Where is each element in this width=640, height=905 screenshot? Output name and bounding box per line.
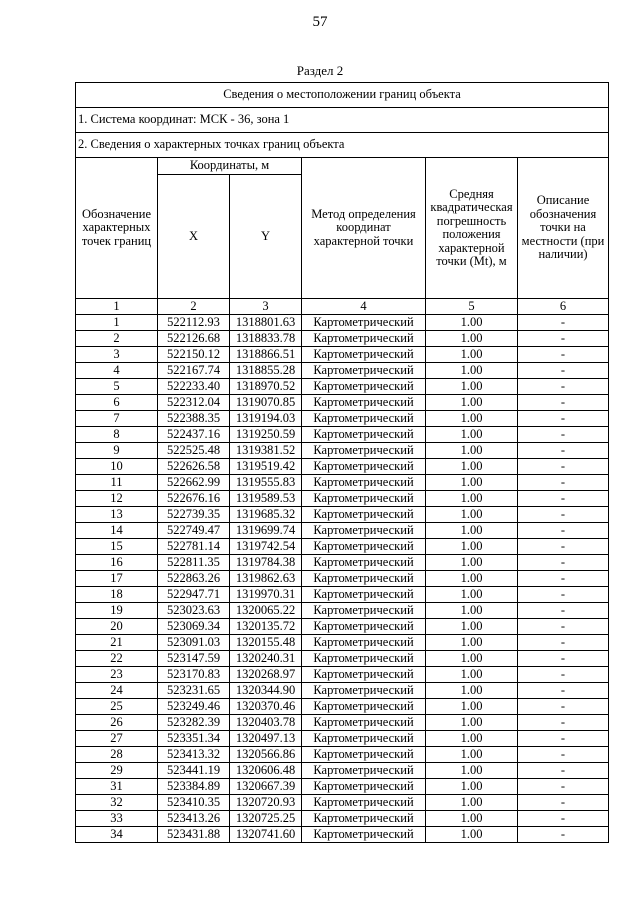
x-coordinate-cell: 522662.99 <box>158 475 230 491</box>
y-coordinate-cell: 1320606.48 <box>230 763 302 779</box>
y-coordinate-cell: 1320344.90 <box>230 683 302 699</box>
point-id-cell: 19 <box>76 603 158 619</box>
column-number: 4 <box>302 299 426 315</box>
point-id-cell: 12 <box>76 491 158 507</box>
table-row <box>76 699 609 715</box>
mt-error-cell: 1.00 <box>426 683 518 699</box>
method-cell: Картометрический <box>302 827 426 843</box>
point-id-cell: 8 <box>76 427 158 443</box>
method-cell: Картометрический <box>302 619 426 635</box>
x-coordinate-cell: 522233.40 <box>158 379 230 395</box>
x-coordinate-cell: 522781.14 <box>158 539 230 555</box>
table-row <box>76 619 609 635</box>
mt-error-cell: 1.00 <box>426 379 518 395</box>
method-cell: Картометрический <box>302 555 426 571</box>
mt-error-cell: 1.00 <box>426 523 518 539</box>
method-cell: Картометрический <box>302 411 426 427</box>
x-coordinate-cell: 523410.35 <box>158 795 230 811</box>
method-cell: Картометрический <box>302 347 426 363</box>
mt-error-cell: 1.00 <box>426 827 518 843</box>
x-coordinate-cell: 522112.93 <box>158 315 230 331</box>
table-row <box>76 347 609 363</box>
table-row <box>76 827 609 843</box>
description-cell: - <box>518 667 609 683</box>
description-cell: - <box>518 795 609 811</box>
description-cell: - <box>518 779 609 795</box>
mt-error-cell: 1.00 <box>426 491 518 507</box>
description-cell: - <box>518 347 609 363</box>
y-coordinate-cell: 1319381.52 <box>230 443 302 459</box>
description-cell: - <box>518 827 609 843</box>
description-cell: - <box>518 459 609 475</box>
table-row <box>76 651 609 667</box>
point-id-cell: 33 <box>76 811 158 827</box>
table-row <box>76 715 609 731</box>
table-row <box>76 779 609 795</box>
x-coordinate-cell: 522525.48 <box>158 443 230 459</box>
description-cell: - <box>518 603 609 619</box>
y-coordinate-cell: 1319784.38 <box>230 555 302 571</box>
y-coordinate-cell: 1319862.63 <box>230 571 302 587</box>
x-coordinate-cell: 522126.68 <box>158 331 230 347</box>
x-coordinate-cell: 523091.03 <box>158 635 230 651</box>
mt-error-cell: 1.00 <box>426 747 518 763</box>
method-cell: Картометрический <box>302 539 426 555</box>
mt-error-cell: 1.00 <box>426 635 518 651</box>
description-cell: - <box>518 539 609 555</box>
method-cell: Картометрический <box>302 395 426 411</box>
method-cell: Картометрический <box>302 779 426 795</box>
y-coordinate-cell: 1319519.42 <box>230 459 302 475</box>
mt-error-cell: 1.00 <box>426 587 518 603</box>
mt-error-cell: 1.00 <box>426 443 518 459</box>
point-id-cell: 11 <box>76 475 158 491</box>
description-cell: - <box>518 651 609 667</box>
description-cell: - <box>518 331 609 347</box>
description-cell: - <box>518 635 609 651</box>
description-cell: - <box>518 411 609 427</box>
description-cell: - <box>518 363 609 379</box>
x-coordinate-cell: 523413.26 <box>158 811 230 827</box>
method-cell: Картометрический <box>302 795 426 811</box>
mt-error-cell: 1.00 <box>426 507 518 523</box>
point-id-cell: 2 <box>76 331 158 347</box>
y-coordinate-cell: 1319555.83 <box>230 475 302 491</box>
mt-error-cell: 1.00 <box>426 779 518 795</box>
point-id-cell: 7 <box>76 411 158 427</box>
table-row <box>76 635 609 651</box>
coordinate-system: 1. Система координат: МСК - 36, зона 1 <box>76 108 609 133</box>
point-id-cell: 1 <box>76 315 158 331</box>
column-number: 2 <box>158 299 230 315</box>
description-cell: - <box>518 747 609 763</box>
description-cell: - <box>518 571 609 587</box>
description-cell: - <box>518 763 609 779</box>
point-id-cell: 4 <box>76 363 158 379</box>
mt-error-cell: 1.00 <box>426 571 518 587</box>
y-coordinate-cell: 1320741.60 <box>230 827 302 843</box>
boundary-points-table <box>75 82 609 843</box>
method-cell: Картометрический <box>302 379 426 395</box>
page-number: 57 <box>312 14 328 30</box>
y-coordinate-cell: 1320720.93 <box>230 795 302 811</box>
column-number: 3 <box>230 299 302 315</box>
description-cell: - <box>518 507 609 523</box>
y-coordinate-cell: 1320403.78 <box>230 715 302 731</box>
point-id-cell: 25 <box>76 699 158 715</box>
method-cell: Картометрический <box>302 667 426 683</box>
x-coordinate-cell: 523282.39 <box>158 715 230 731</box>
method-cell: Картометрический <box>302 427 426 443</box>
mt-error-cell: 1.00 <box>426 363 518 379</box>
method-cell: Картометрический <box>302 603 426 619</box>
method-cell: Картометрический <box>302 331 426 347</box>
method-cell: Картометрический <box>302 731 426 747</box>
mt-error-cell: 1.00 <box>426 715 518 731</box>
x-coordinate-cell: 523069.34 <box>158 619 230 635</box>
point-id-cell: 22 <box>76 651 158 667</box>
point-id-cell: 28 <box>76 747 158 763</box>
header-description: Описание обозначения точки на местности (при наличии) <box>518 158 609 299</box>
y-coordinate-cell: 1320725.25 <box>230 811 302 827</box>
x-coordinate-cell: 523249.46 <box>158 699 230 715</box>
mt-error-cell: 1.00 <box>426 555 518 571</box>
x-coordinate-cell: 522947.71 <box>158 587 230 603</box>
description-cell: - <box>518 523 609 539</box>
method-cell: Картометрический <box>302 459 426 475</box>
point-id-cell: 5 <box>76 379 158 395</box>
x-coordinate-cell: 523351.34 <box>158 731 230 747</box>
mt-error-cell: 1.00 <box>426 795 518 811</box>
mt-error-cell: 1.00 <box>426 331 518 347</box>
table-row <box>76 587 609 603</box>
x-coordinate-cell: 523023.63 <box>158 603 230 619</box>
table-row <box>76 795 609 811</box>
column-number: 6 <box>518 299 609 315</box>
mt-error-cell: 1.00 <box>426 315 518 331</box>
x-coordinate-cell: 522739.35 <box>158 507 230 523</box>
y-coordinate-cell: 1319589.53 <box>230 491 302 507</box>
mt-error-cell: 1.00 <box>426 619 518 635</box>
description-cell: - <box>518 555 609 571</box>
y-coordinate-cell: 1318801.63 <box>230 315 302 331</box>
point-id-cell: 17 <box>76 571 158 587</box>
mt-error-cell: 1.00 <box>426 811 518 827</box>
method-cell: Картометрический <box>302 715 426 731</box>
y-coordinate-cell: 1318970.52 <box>230 379 302 395</box>
y-coordinate-cell: 1319250.59 <box>230 427 302 443</box>
y-coordinate-cell: 1320667.39 <box>230 779 302 795</box>
table-row <box>76 555 609 571</box>
table-row <box>76 395 609 411</box>
description-cell: - <box>518 619 609 635</box>
description-cell: - <box>518 379 609 395</box>
x-coordinate-cell: 522626.58 <box>158 459 230 475</box>
y-coordinate-cell: 1319970.31 <box>230 587 302 603</box>
description-cell: - <box>518 731 609 747</box>
x-coordinate-cell: 522863.26 <box>158 571 230 587</box>
table-row <box>76 523 609 539</box>
mt-error-cell: 1.00 <box>426 699 518 715</box>
description-cell: - <box>518 395 609 411</box>
mt-error-cell: 1.00 <box>426 459 518 475</box>
method-cell: Картометрический <box>302 747 426 763</box>
table-row <box>76 539 609 555</box>
table-row <box>76 443 609 459</box>
table-row <box>76 411 609 427</box>
header-x: X <box>158 175 230 299</box>
mt-error-cell: 1.00 <box>426 539 518 555</box>
method-cell: Картометрический <box>302 523 426 539</box>
header-method: Метод определения координат характерной точки <box>302 158 426 299</box>
x-coordinate-cell: 523147.59 <box>158 651 230 667</box>
table-row <box>76 427 609 443</box>
method-cell: Картометрический <box>302 811 426 827</box>
method-cell: Картометрический <box>302 683 426 699</box>
description-cell: - <box>518 475 609 491</box>
x-coordinate-cell: 522437.16 <box>158 427 230 443</box>
x-coordinate-cell: 522811.35 <box>158 555 230 571</box>
y-coordinate-cell: 1319742.54 <box>230 539 302 555</box>
table-row <box>76 363 609 379</box>
point-id-cell: 23 <box>76 667 158 683</box>
table-row <box>76 475 609 491</box>
method-cell: Картометрический <box>302 507 426 523</box>
method-cell: Картометрический <box>302 491 426 507</box>
mt-error-cell: 1.00 <box>426 411 518 427</box>
description-cell: - <box>518 699 609 715</box>
column-number: 1 <box>76 299 158 315</box>
point-id-cell: 18 <box>76 587 158 603</box>
table-row <box>76 763 609 779</box>
mt-error-cell: 1.00 <box>426 667 518 683</box>
x-coordinate-cell: 523431.88 <box>158 827 230 843</box>
x-coordinate-cell: 523231.65 <box>158 683 230 699</box>
column-numbers-row <box>76 299 609 315</box>
y-coordinate-cell: 1318866.51 <box>230 347 302 363</box>
y-coordinate-cell: 1319070.85 <box>230 395 302 411</box>
x-coordinate-cell: 523384.89 <box>158 779 230 795</box>
x-coordinate-cell: 523441.19 <box>158 763 230 779</box>
y-coordinate-cell: 1320135.72 <box>230 619 302 635</box>
x-coordinate-cell: 522388.35 <box>158 411 230 427</box>
y-coordinate-cell: 1318855.28 <box>230 363 302 379</box>
table-row <box>76 747 609 763</box>
point-id-cell: 26 <box>76 715 158 731</box>
method-cell: Картометрический <box>302 635 426 651</box>
point-id-cell: 13 <box>76 507 158 523</box>
table-row <box>76 603 609 619</box>
x-coordinate-cell: 522150.12 <box>158 347 230 363</box>
y-coordinate-cell: 1319194.03 <box>230 411 302 427</box>
method-cell: Картометрический <box>302 571 426 587</box>
table-row <box>76 667 609 683</box>
point-id-cell: 6 <box>76 395 158 411</box>
x-coordinate-cell: 522676.16 <box>158 491 230 507</box>
method-cell: Картометрический <box>302 443 426 459</box>
point-id-cell: 14 <box>76 523 158 539</box>
y-coordinate-cell: 1320240.31 <box>230 651 302 667</box>
y-coordinate-cell: 1320065.22 <box>230 603 302 619</box>
table-row <box>76 507 609 523</box>
point-id-cell: 29 <box>76 763 158 779</box>
y-coordinate-cell: 1320155.48 <box>230 635 302 651</box>
y-coordinate-cell: 1320497.13 <box>230 731 302 747</box>
x-coordinate-cell: 522312.04 <box>158 395 230 411</box>
table-row <box>76 683 609 699</box>
y-coordinate-cell: 1320268.97 <box>230 667 302 683</box>
table-row <box>76 731 609 747</box>
point-id-cell: 15 <box>76 539 158 555</box>
point-id-cell: 3 <box>76 347 158 363</box>
table-row <box>76 331 609 347</box>
description-cell: - <box>518 587 609 603</box>
point-id-cell: 31 <box>76 779 158 795</box>
mt-error-cell: 1.00 <box>426 395 518 411</box>
point-id-cell: 32 <box>76 795 158 811</box>
mt-error-cell: 1.00 <box>426 731 518 747</box>
description-cell: - <box>518 427 609 443</box>
method-cell: Картометрический <box>302 587 426 603</box>
column-number: 5 <box>426 299 518 315</box>
method-cell: Картометрический <box>302 763 426 779</box>
table-row <box>76 811 609 827</box>
point-id-cell: 24 <box>76 683 158 699</box>
method-cell: Картометрический <box>302 651 426 667</box>
header-coordinates: Координаты, м <box>158 158 302 175</box>
description-cell: - <box>518 443 609 459</box>
mt-error-cell: 1.00 <box>426 651 518 667</box>
point-id-cell: 34 <box>76 827 158 843</box>
table-title: Сведения о местоположении границ объекта <box>76 83 609 108</box>
method-cell: Картометрический <box>302 699 426 715</box>
y-coordinate-cell: 1319685.32 <box>230 507 302 523</box>
table-row <box>76 459 609 475</box>
table-row <box>76 491 609 507</box>
x-coordinate-cell: 522749.47 <box>158 523 230 539</box>
description-cell: - <box>518 715 609 731</box>
mt-error-cell: 1.00 <box>426 427 518 443</box>
section-label: Раздел 2 <box>296 63 344 78</box>
header-designation: Обозначение характерных точек границ <box>76 158 158 299</box>
point-id-cell: 27 <box>76 731 158 747</box>
mt-error-cell: 1.00 <box>426 475 518 491</box>
point-id-cell: 20 <box>76 619 158 635</box>
description-cell: - <box>518 491 609 507</box>
x-coordinate-cell: 523170.83 <box>158 667 230 683</box>
description-cell: - <box>518 811 609 827</box>
points-heading: 2. Сведения о характерных точках границ объекта <box>76 133 609 158</box>
description-cell: - <box>518 315 609 331</box>
description-cell: - <box>518 683 609 699</box>
mt-error-cell: 1.00 <box>426 763 518 779</box>
mt-error-cell: 1.00 <box>426 603 518 619</box>
method-cell: Картометрический <box>302 363 426 379</box>
header-error: Средняя квадратическая погрешность положения характерной точки (Mt), м <box>426 158 518 299</box>
point-id-cell: 9 <box>76 443 158 459</box>
y-coordinate-cell: 1320370.46 <box>230 699 302 715</box>
mt-error-cell: 1.00 <box>426 347 518 363</box>
point-id-cell: 21 <box>76 635 158 651</box>
header-y: Y <box>230 175 302 299</box>
y-coordinate-cell: 1319699.74 <box>230 523 302 539</box>
method-cell: Картометрический <box>302 475 426 491</box>
table-row <box>76 315 609 331</box>
y-coordinate-cell: 1318833.78 <box>230 331 302 347</box>
table-row <box>76 571 609 587</box>
method-cell: Картометрический <box>302 315 426 331</box>
point-id-cell: 10 <box>76 459 158 475</box>
x-coordinate-cell: 523413.32 <box>158 747 230 763</box>
x-coordinate-cell: 522167.74 <box>158 363 230 379</box>
table-row <box>76 379 609 395</box>
y-coordinate-cell: 1320566.86 <box>230 747 302 763</box>
point-id-cell: 16 <box>76 555 158 571</box>
